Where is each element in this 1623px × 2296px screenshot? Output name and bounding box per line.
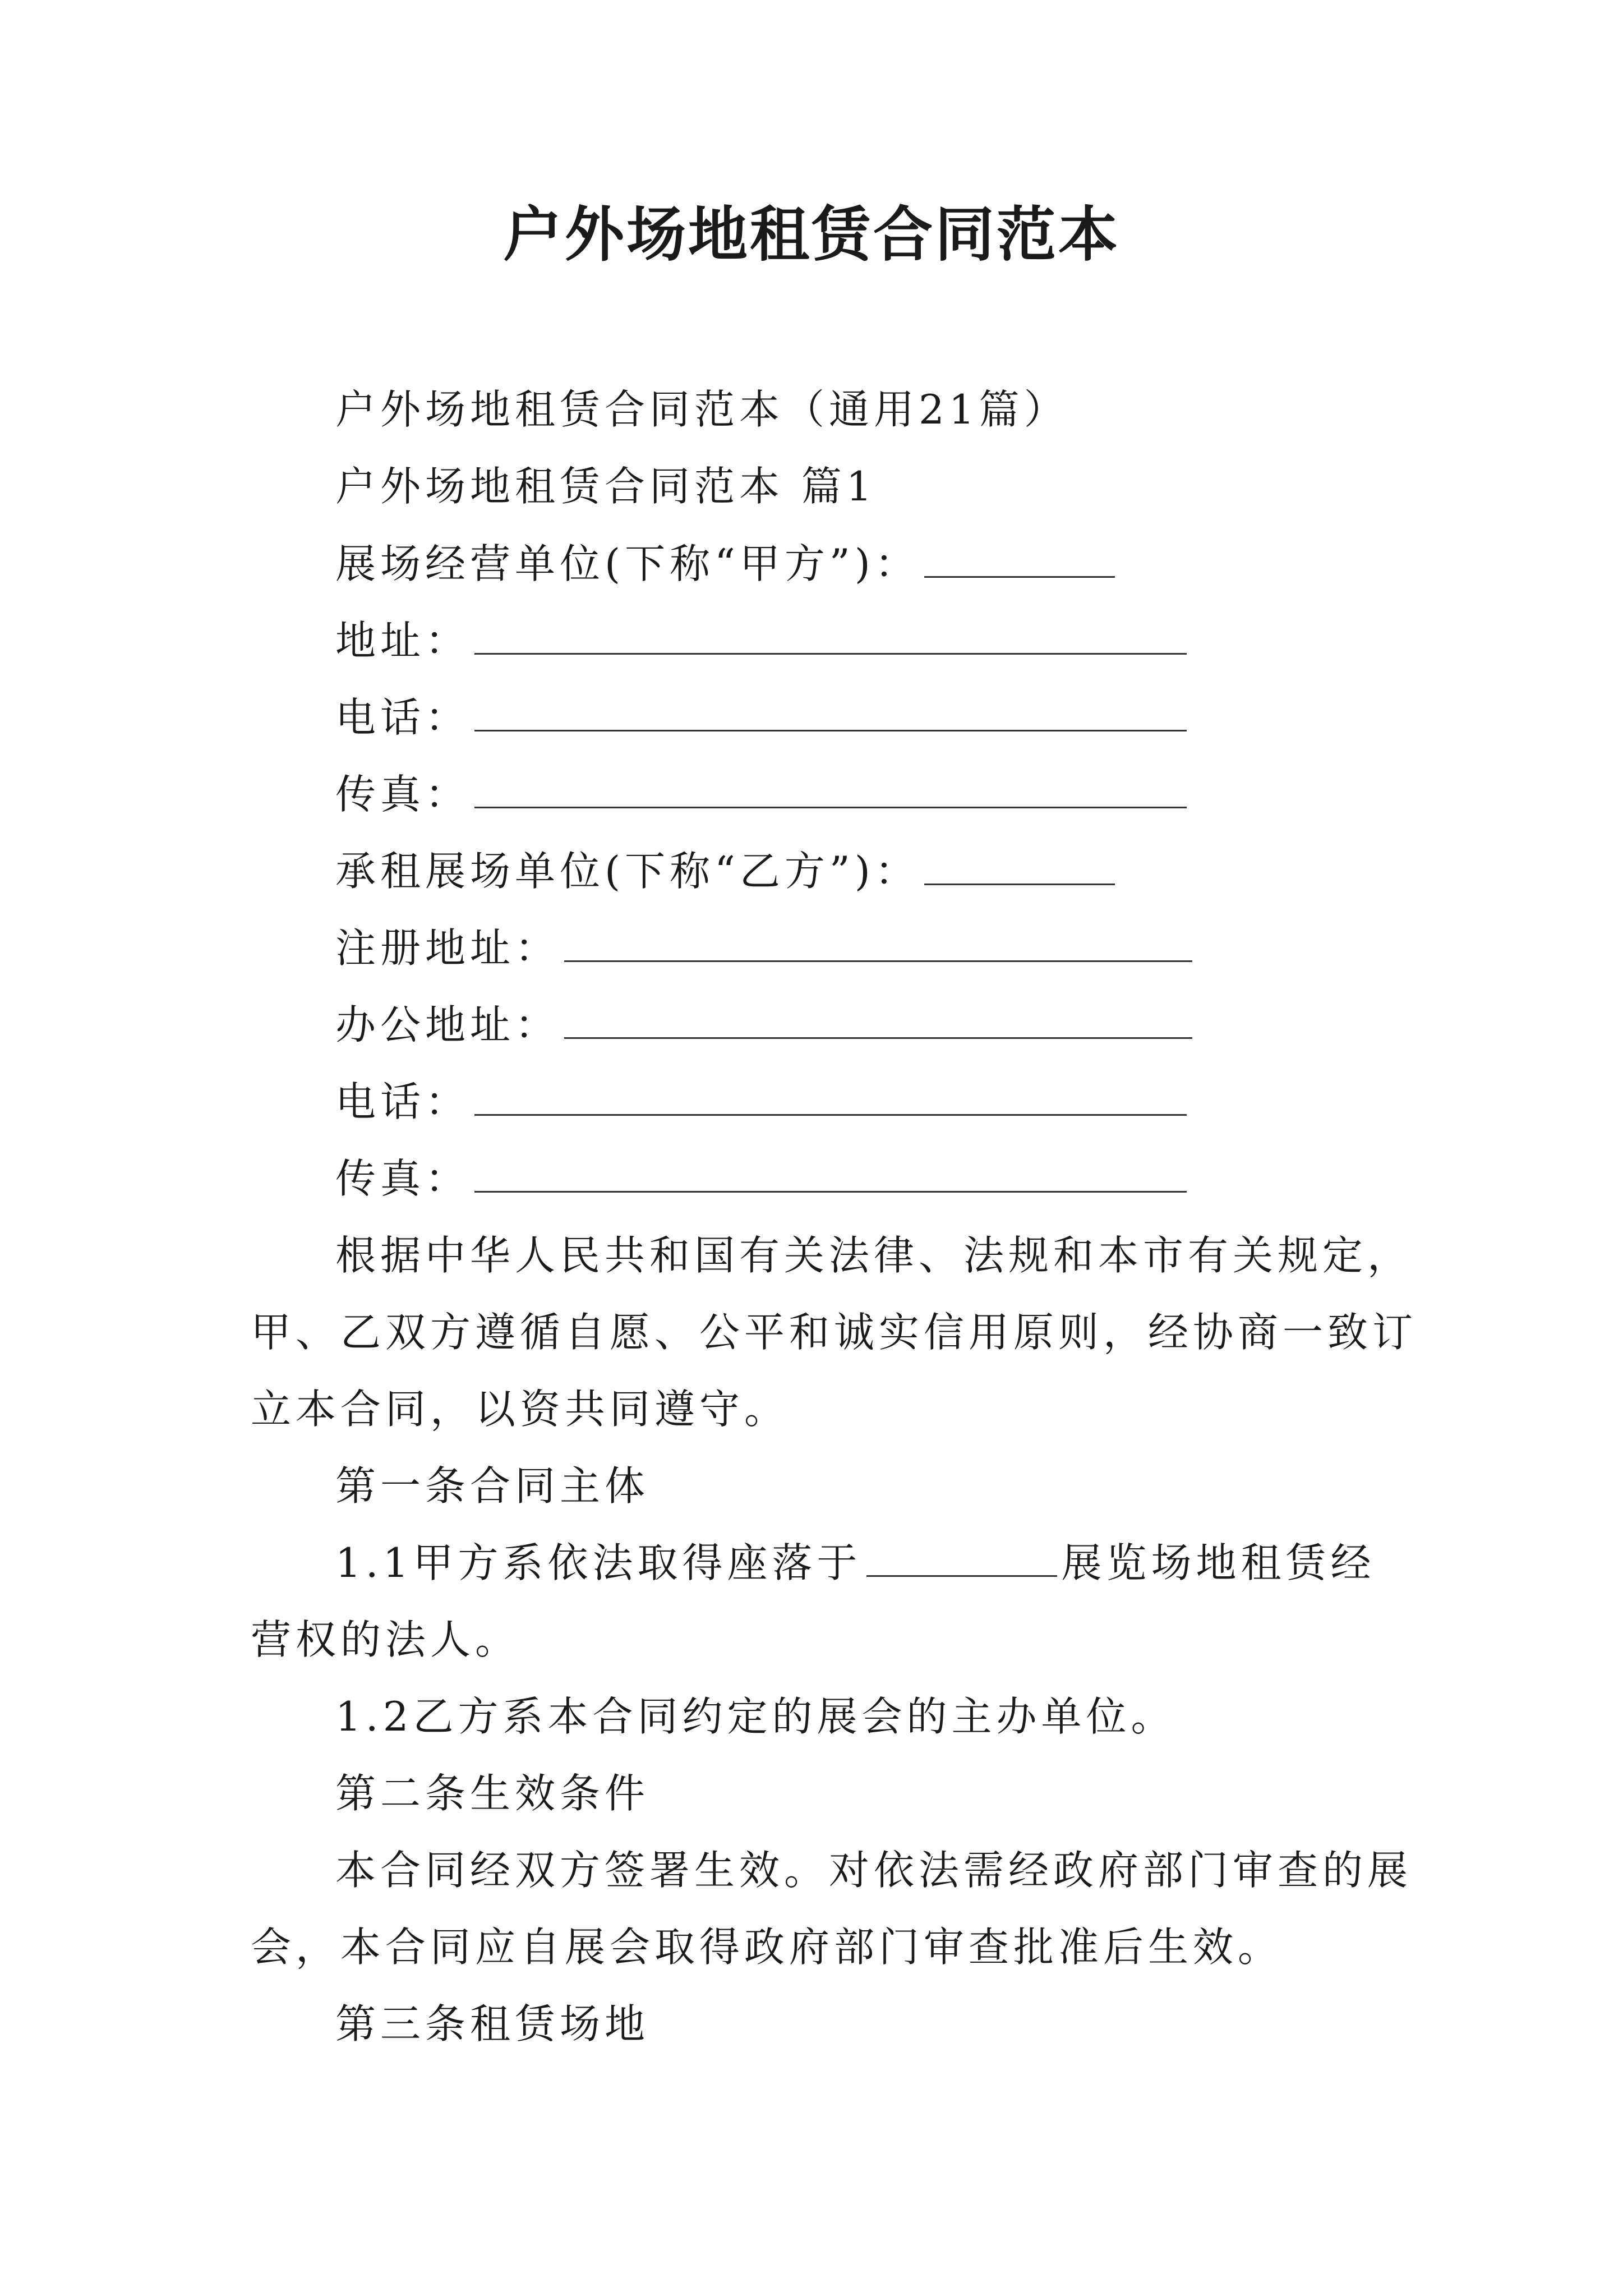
party-a-fax-row bbox=[335, 766, 1187, 822]
party-a-address-label: 地址： bbox=[335, 617, 471, 664]
party-a-address-row bbox=[335, 613, 1187, 669]
party-b-fax-row bbox=[335, 1151, 1187, 1207]
party-a-fax-blank[interactable] bbox=[474, 770, 1187, 808]
party-a-unit-label: 展场经营单位(下称“甲方”)： bbox=[335, 540, 920, 587]
party-b-phone-blank[interactable] bbox=[474, 1077, 1187, 1116]
party-b-phone-row bbox=[335, 1074, 1187, 1130]
party-a-phone-row bbox=[335, 689, 1187, 746]
party-a-unit-blank[interactable] bbox=[924, 539, 1115, 578]
party-b-registered-address-row bbox=[335, 920, 1192, 976]
party-b-office-address-label: 办公地址： bbox=[335, 1001, 560, 1048]
document-title: 户外场地租赁合同范本 bbox=[503, 199, 1120, 269]
party-b-unit-label: 承租展场单位(下称“乙方”)： bbox=[335, 848, 920, 895]
article-3-heading: 第三条租赁场地 bbox=[335, 2000, 650, 2047]
party-a-phone-label: 电话： bbox=[335, 694, 471, 741]
clause-1-1-text-start: 1.1甲方系依法取得座落于 bbox=[335, 1539, 862, 1586]
party-a-fax-label: 传真： bbox=[335, 771, 471, 818]
party-b-unit-blank[interactable] bbox=[924, 846, 1115, 885]
party-a-phone-blank[interactable] bbox=[474, 693, 1187, 731]
party-b-registered-address-label: 注册地址： bbox=[335, 924, 560, 972]
clause-1-2: 1.2乙方系本合同约定的展会的主办单位。 bbox=[335, 1693, 1176, 1740]
section-heading: 户外场地租赁合同范本 篇1 bbox=[335, 463, 877, 510]
clause-1-1-line-2: 营权的法人。 bbox=[251, 1616, 520, 1663]
document-subtitle: 户外场地租赁合同范本（通用21篇） bbox=[335, 386, 1069, 433]
preamble-line-1: 根据中华人民共和国有关法律、法规和本市有关规定， bbox=[335, 1232, 1413, 1279]
party-b-fax-label: 传真： bbox=[335, 1155, 471, 1202]
party-b-unit-row bbox=[335, 843, 1115, 899]
clause-1-1-row bbox=[335, 1535, 1376, 1591]
party-a-unit-row bbox=[335, 536, 1115, 592]
party-b-fax-blank[interactable] bbox=[474, 1154, 1187, 1193]
clause-1-1-text-end: 展览场地租赁经 bbox=[1061, 1539, 1376, 1586]
party-b-phone-label: 电话： bbox=[335, 1078, 471, 1125]
article-2-heading: 第二条生效条件 bbox=[335, 1770, 650, 1817]
party-a-address-blank[interactable] bbox=[474, 616, 1187, 655]
article-1-heading: 第一条合同主体 bbox=[335, 1462, 650, 1510]
party-b-office-address-blank[interactable] bbox=[564, 1000, 1192, 1039]
party-b-registered-address-blank[interactable] bbox=[564, 923, 1192, 962]
party-b-office-address-row bbox=[335, 997, 1192, 1053]
preamble-line-2: 甲、乙双方遵循自愿、公平和诚实信用原则，经协商一致订 bbox=[251, 1309, 1418, 1356]
article-2-line-1: 本合同经双方签署生效。对依法需经政府部门审查的展 bbox=[335, 1847, 1413, 1894]
clause-1-1-location-blank[interactable] bbox=[866, 1538, 1057, 1577]
preamble-line-3: 立本合同，以资共同遵守。 bbox=[251, 1386, 790, 1433]
article-2-line-2: 会，本合同应自展会取得政府部门审查批准后生效。 bbox=[251, 1924, 1283, 1971]
